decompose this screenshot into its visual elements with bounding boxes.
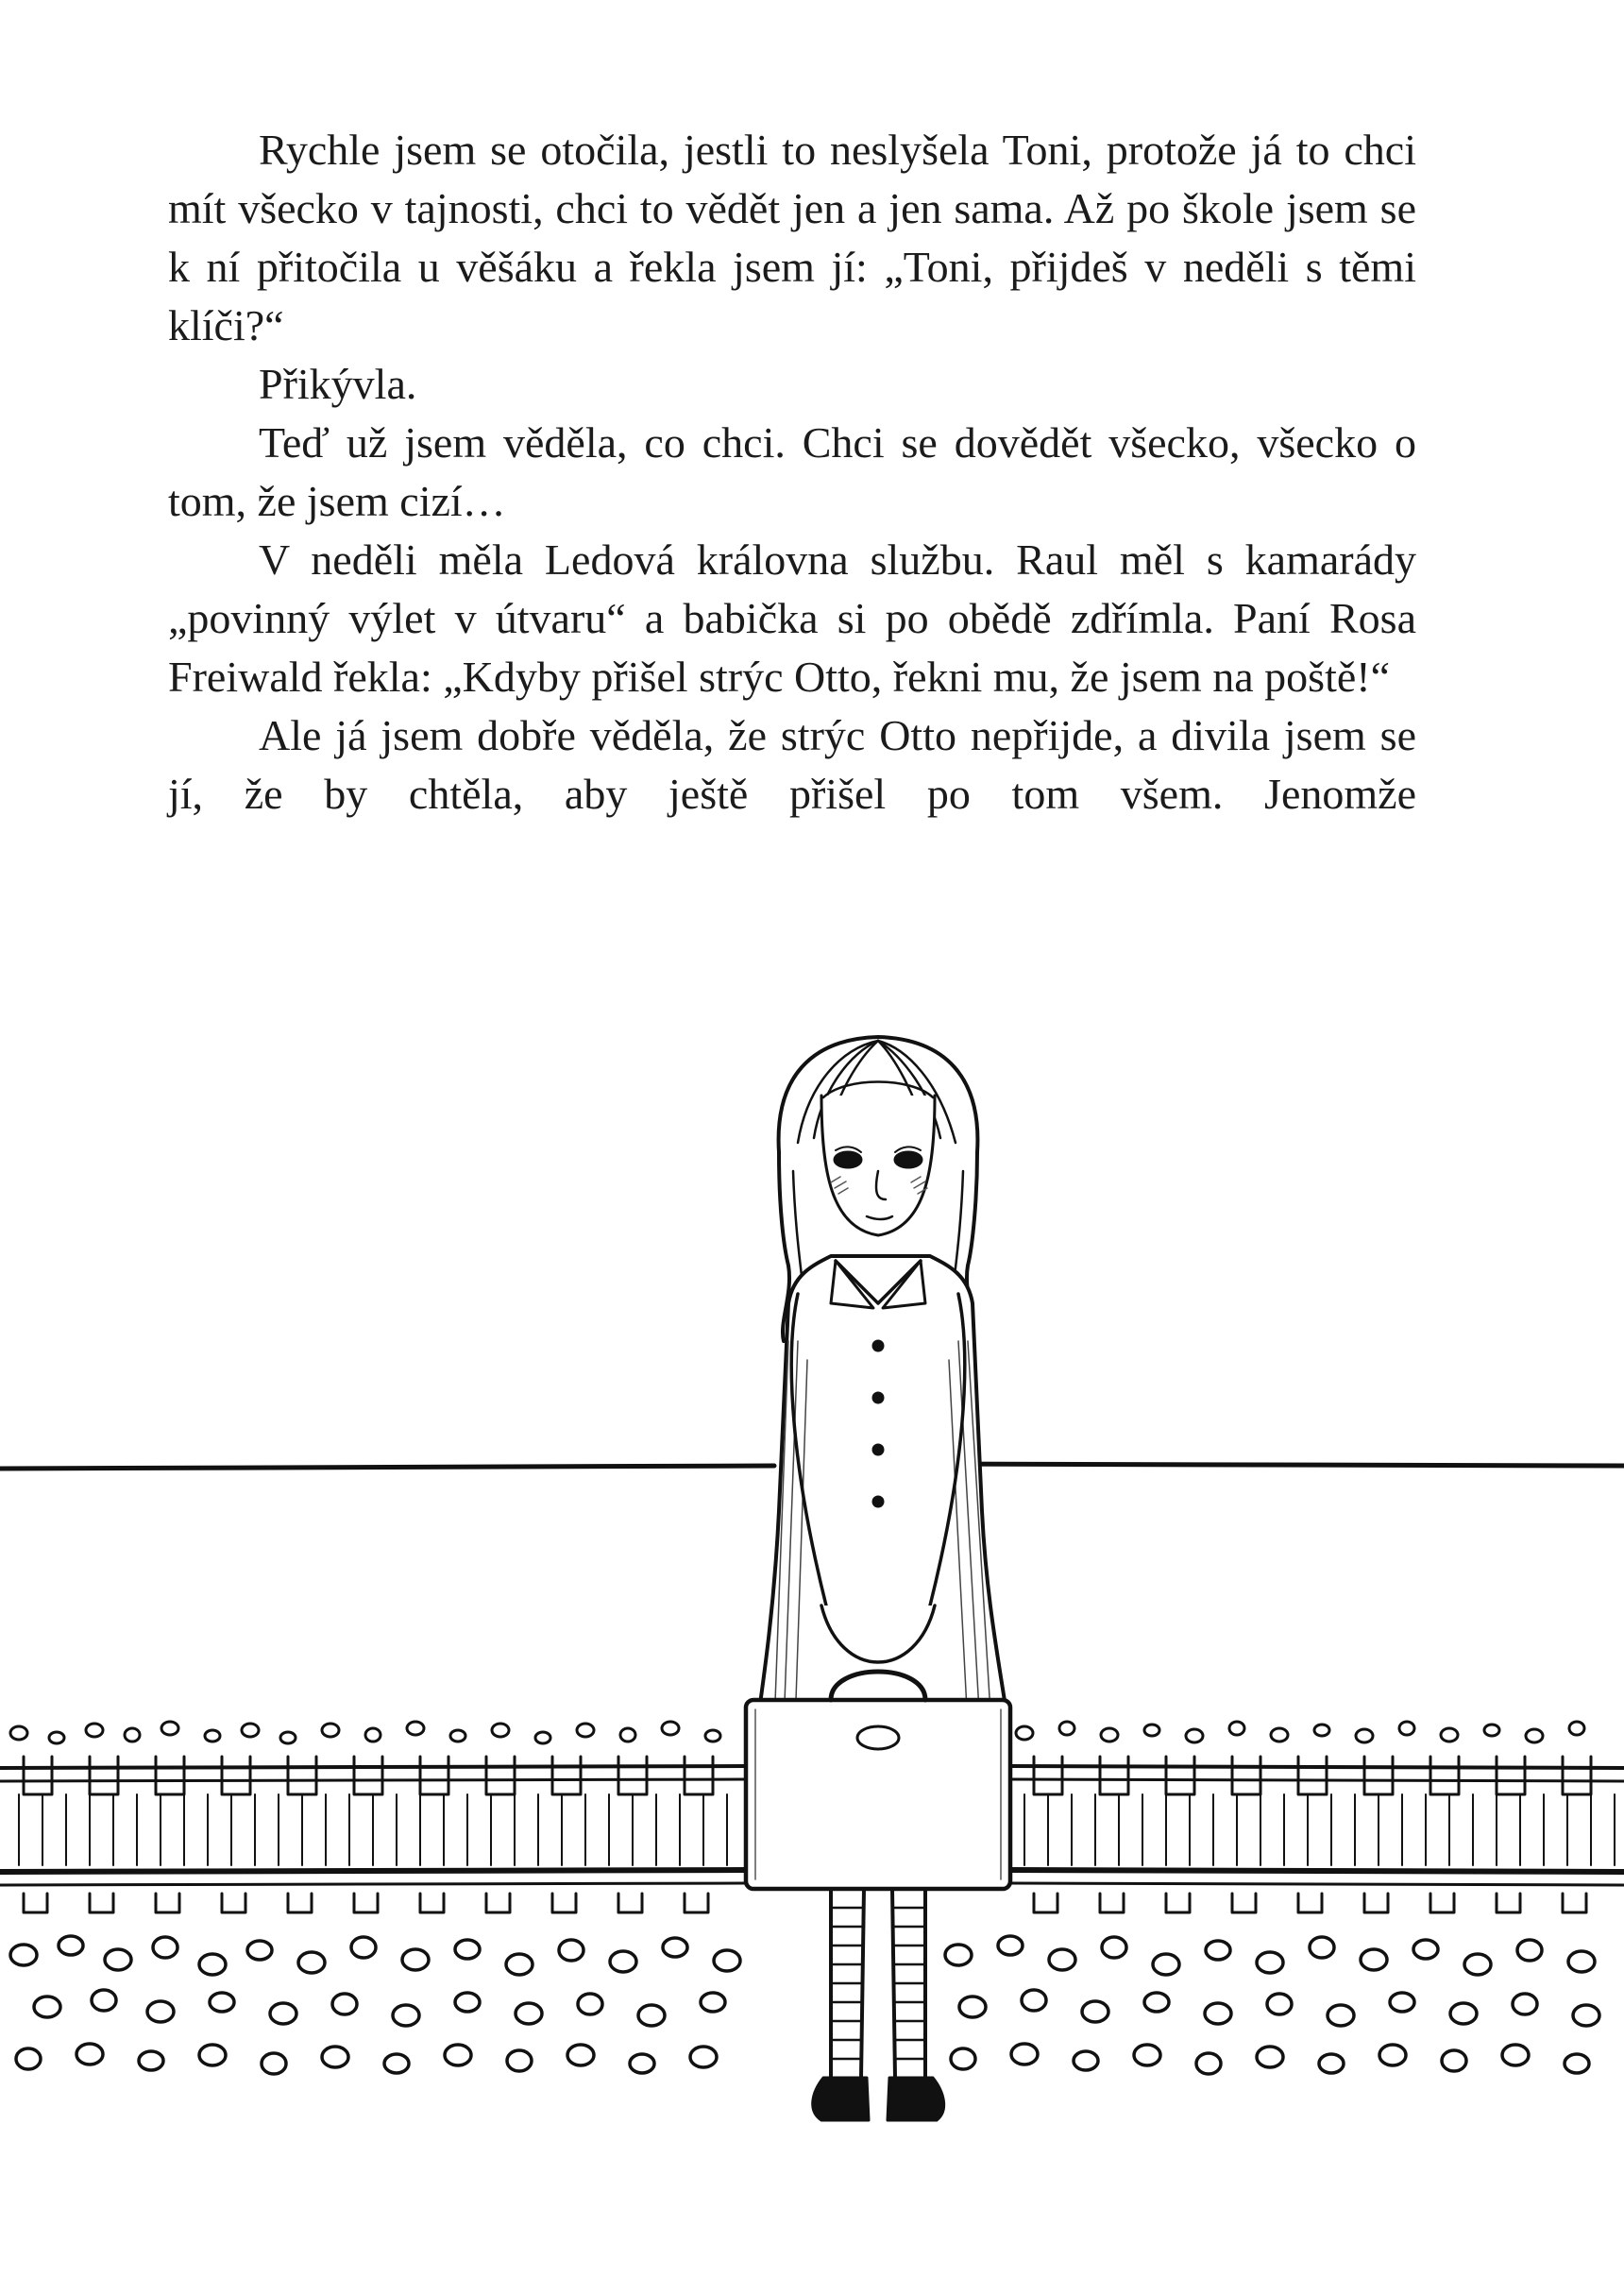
suitcase (746, 1700, 1010, 1889)
paragraph: Rychle jsem se otočila, jestli to neslyšela Toni, protože já to chci mít všecko v tajnosti, chci to vědět jen a jen sama. Až po škole jsem se k ní přitočila u věšáku a řekla jsem jí: „Toni, přijdeš v neděli s těmi klíči?“ (168, 126, 1416, 349)
paragraph: Teď už jsem věděla, co chci. Chci se dovědět všecko, všecko o tom, že jsem cizí… (168, 418, 1416, 525)
paragraph: V neděli měla Ledová královna službu. Raul měl s kamarády „povinný výlet v útvaru“ a babička si po obědě zdřímla. Paní Rosa Freiwald řekla: „Kdyby přišel strýc Otto, řekni mu, že jsem na poště!“ (168, 535, 1416, 701)
body-text (168, 121, 1416, 824)
paragraph: Ale já jsem dobře věděla, že strýc Otto nepřijde, a divila jsem se jí, že by chtěla, aby ještě přišel po tom všem. Jenomže (168, 711, 1416, 818)
paragraph: Přikývla. (259, 360, 417, 408)
gravel-bottom (10, 1936, 1599, 2074)
girl-with-suitcase-illustration (0, 982, 1624, 2153)
